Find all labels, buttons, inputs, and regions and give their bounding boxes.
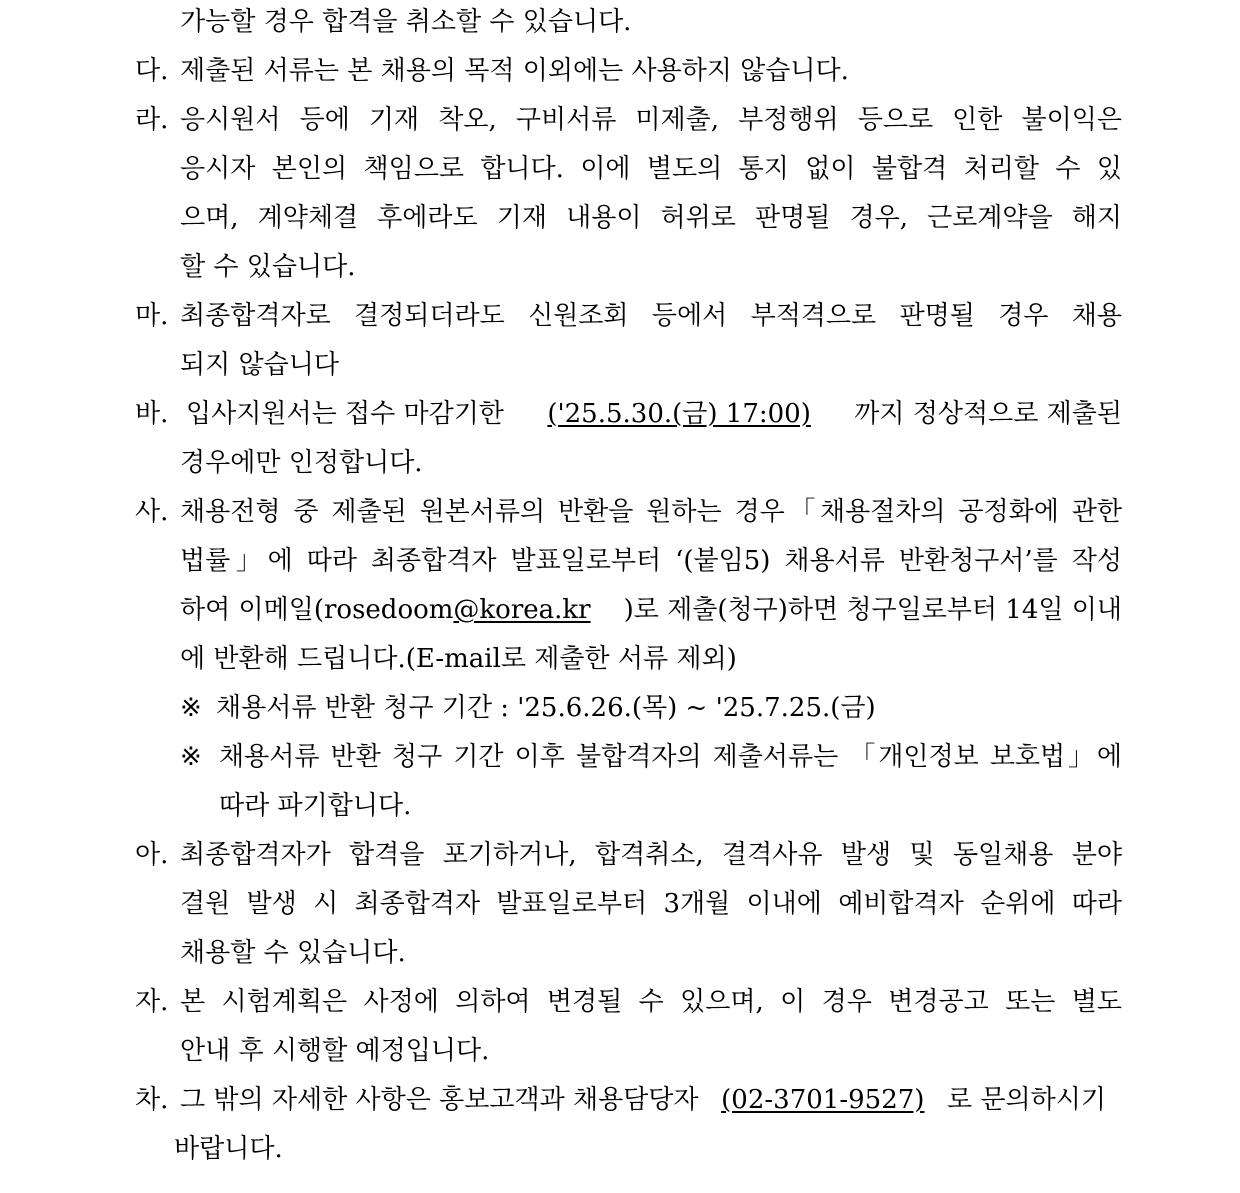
item-marker-ba: 바. (135, 399, 169, 429)
item-sa-line-1: 채용전형 중 제출된 원본서류의 반환을 원하는 경우「채용절차의 공정화에 관한 (180, 497, 1122, 527)
ba-text-after-deadline: 까지 정상적으로 제출된 (854, 399, 1122, 429)
item-ba-line-1 (186, 398, 1122, 430)
note-return-period: 채용서류 반환 청구 기간 : '25.6.26.(목) ~ '25.7.25.(금) (216, 693, 876, 723)
item-marker-ja: 자. (135, 987, 169, 1017)
item-marker-ra: 라. (135, 105, 169, 135)
sa-email-text (180, 594, 591, 626)
item-ba-line-2: 경우에만 인정합니다. (180, 448, 423, 478)
note-disposal-line-2: 따라 파기합니다. (219, 791, 412, 821)
item-sa-line-4: 에 반환해 드립니다.(E-mail로 제출한 서류 제외) (180, 644, 737, 674)
item-a-line-2: 결원 발생 시 최종합격자 발표일로부터 3개월 이내에 예비합격자 순위에 따라 (180, 889, 1122, 919)
email-domain-link[interactable]: @korea.kr (453, 595, 591, 625)
item-sa-line-3 (180, 594, 1122, 626)
item-ra-line-1: 응시원서 등에 기재 착오, 구비서류 미제출, 부정행위 등으로 인한 불이익은 (180, 105, 1122, 135)
item-ra-line-4: 할 수 있습니다. (180, 252, 356, 282)
item-a-line-1: 최종합격자가 합격을 포기하거나, 합격취소, 결격사유 발생 및 동일채용 분야 (180, 840, 1122, 870)
item-a-line-3: 채용할 수 있습니다. (180, 938, 406, 968)
cha-text-after-phone: 로 문의하시기 (947, 1085, 1106, 1115)
item-marker-sa: 사. (135, 497, 169, 527)
item-cha-line-1 (180, 1084, 1106, 1116)
note-mark-2: ※ (180, 742, 202, 772)
note-disposal-line-1: 채용서류 반환 청구 기간 이후 불합격자의 제출서류는 「개인정보 보호법」에 (219, 742, 1122, 772)
item-ma-line-1: 최종합격자로 결정되더라도 신원조회 등에서 부적격으로 판명될 경우 채용 (180, 301, 1122, 331)
contact-phone[interactable]: (02-3701-9527) (721, 1085, 925, 1115)
prev-item-continuation: 가능할 경우 합격을 취소할 수 있습니다. (180, 7, 632, 37)
item-ra-line-2: 응시자 본인의 책임으로 합니다. 이에 별도의 통지 없이 불합격 처리할 수 있 (180, 154, 1122, 184)
item-ra-line-3: 으며, 계약체결 후에라도 기재 내용이 허위로 판명될 경우, 근로계약을 해지 (180, 203, 1122, 233)
email-local-part: 하여 이메일(rosedoom (180, 595, 454, 625)
ba-text-before-deadline: 입사지원서는 접수 마감기한 (186, 399, 504, 429)
item-da-line-1: 제출된 서류는 본 채용의 목적 이외에는 사용하지 않습니다. (180, 56, 849, 86)
item-marker-ma: 마. (135, 301, 169, 331)
item-sa-line-2: 법률」에 따라 최종합격자 발표일로부터 ‘(붙임5) 채용서류 반환청구서’를 작성 (180, 546, 1122, 576)
item-marker-da: 다. (135, 56, 169, 86)
item-marker-cha: 차. (135, 1085, 169, 1115)
application-deadline: ('25.5.30.(금) 17:00) (547, 399, 811, 429)
sa-text-after-email: )로 제출(청구)하면 청구일로부터 14일 이내 (623, 595, 1122, 625)
cha-text-before-phone: 그 밖의 자세한 사항은 홍보고객과 채용담당자 (180, 1085, 699, 1115)
item-marker-a: 아. (135, 840, 169, 870)
item-ja-line-2: 안내 후 시행할 예정입니다. (180, 1036, 490, 1066)
note-mark-1: ※ (180, 693, 202, 723)
item-ja-line-1: 본 시험계획은 사정에 의하여 변경될 수 있으며, 이 경우 변경공고 또는 별도 (180, 987, 1122, 1017)
item-ma-line-2: 되지 않습니다 (180, 350, 339, 380)
item-cha-line-2: 바랍니다. (174, 1134, 283, 1164)
